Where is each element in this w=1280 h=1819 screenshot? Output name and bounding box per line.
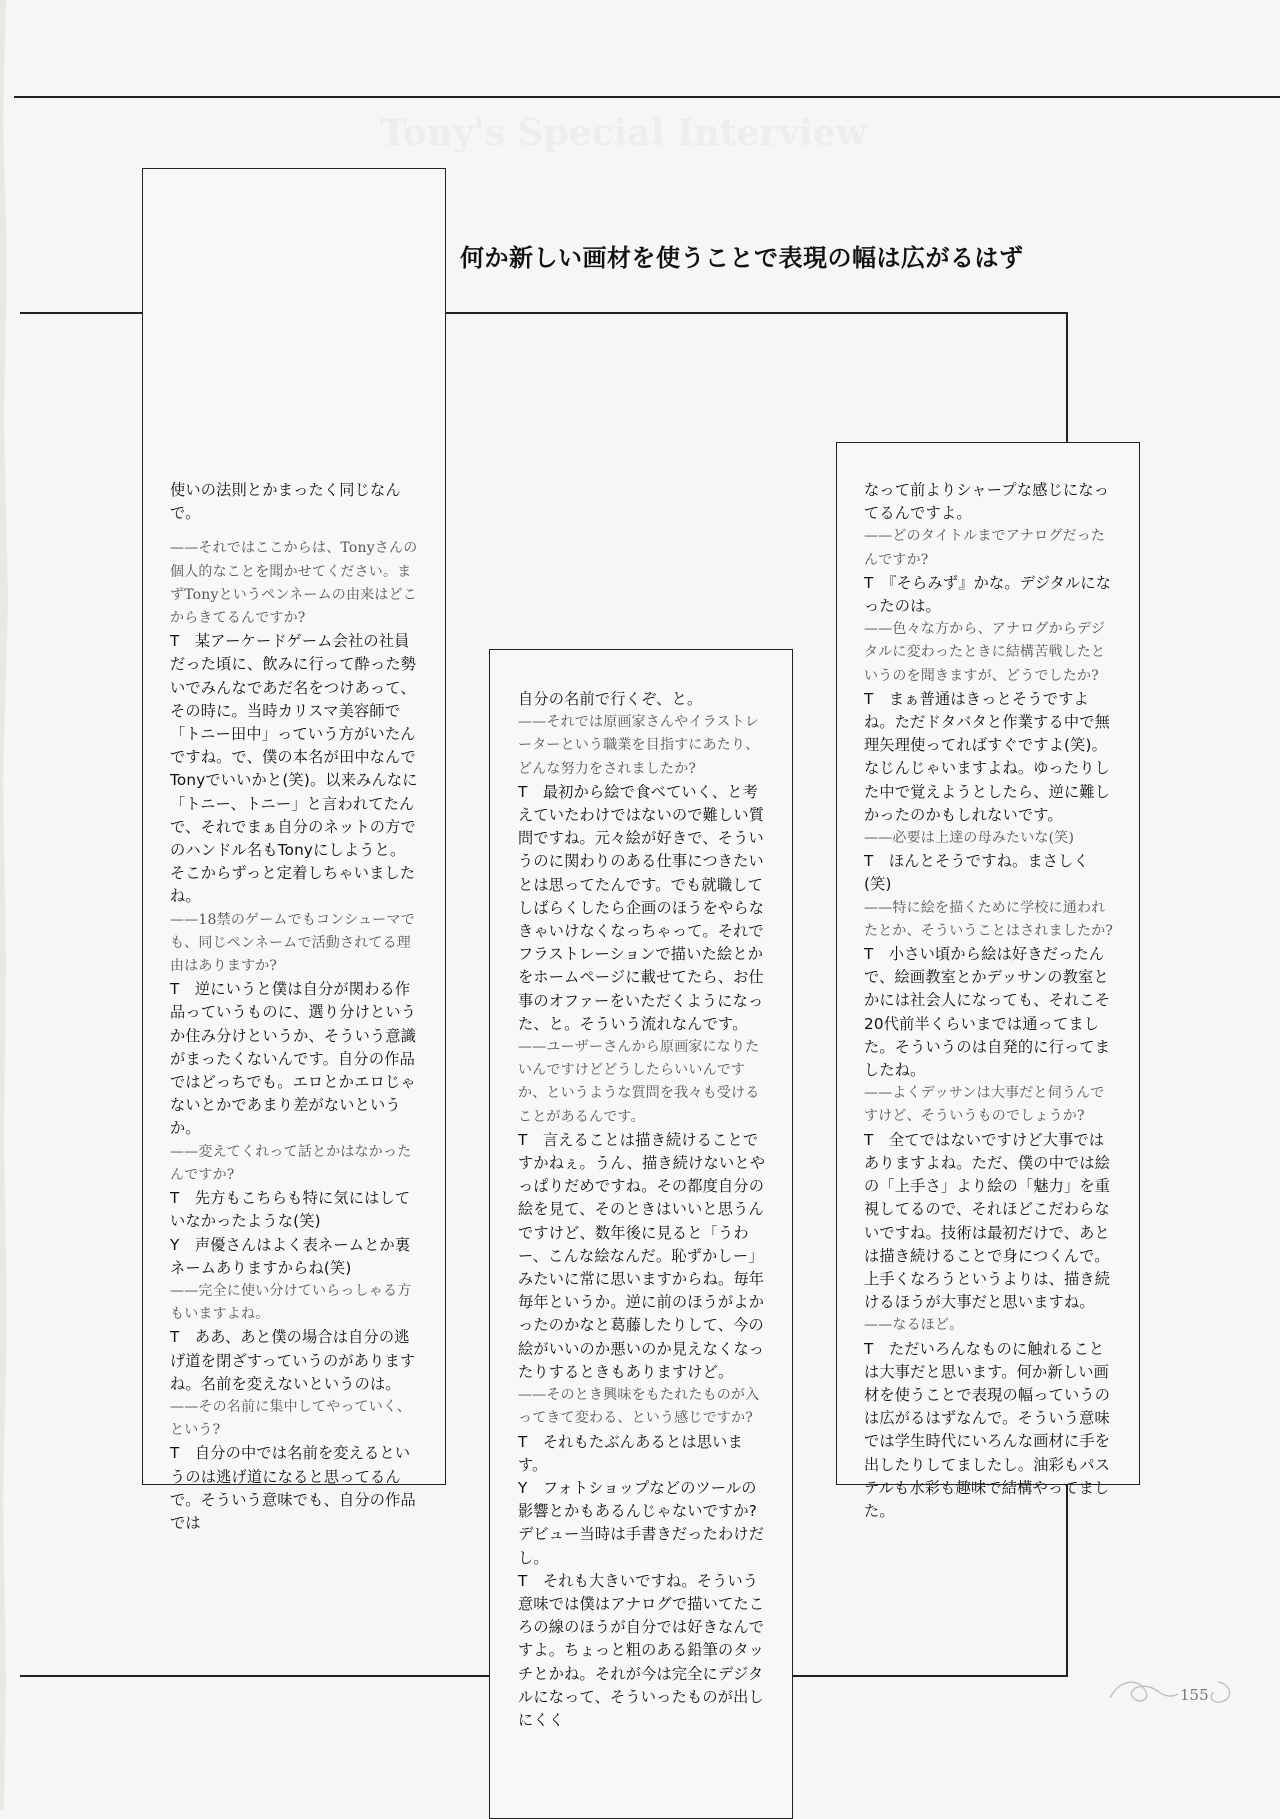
interviewer-question: ——18禁のゲームでもコンシューマでも、同じペンネームで活動されてる理由はありますか?	[170, 911, 415, 975]
article-heading: 何か新しい画材を使うことで表現の幅は広がるはず	[460, 244, 1024, 272]
interviewer-question: ——必要は上達の母みたいな(笑)	[864, 830, 1075, 847]
answer-paragraph: T それも大きいですね。そういう意味では僕はアナログで描いてたころの線のほうが自分では好きなんですよ。ちょっと粗のある鉛筆のタッチとかね。それが今は完全にデジタルになって、そういったものが出しにくく	[518, 1571, 765, 1729]
answer-paragraph: T 小さい頃から絵は好きだったんで、絵画教室とかデッサンの教室とかには社会人になっても、それこそ20代前半くらいまでは通ってました。そういうのは自発的に行ってましたね。	[864, 945, 1111, 1080]
answer-paragraph: T ただいろんなものに触れることは大事だと思います。何か新しい画材を使うことで表現の幅っていうのは広がるはずなんで。そういう意味では学生時代にいろんな画材に手を出したりしてましたし。油彩もパステルも水彩も趣味で結構やってました。	[864, 1339, 1111, 1520]
lower-frame-rule-right	[792, 1675, 1068, 1677]
answer-paragraph: T 某アーケードゲーム会社の社員だった頃に、飲みに行って酔った勢いでみんなであだ名をつけあって、その時に。当時カリスマ美容師で「トニー田中」っていう方がいたんですね。で、僕の本名が田中なんでTonyでいいかと(笑)。以来みんなに「トニー、トニー」と言われてたんで、それでまぁ自分のネットの方でのハンドル名もTonyにしようと。そこからずっと定着しちゃいましたね。	[170, 632, 418, 906]
answer-paragraph: T 『そらみず』かな。デジタルになったのは。	[864, 573, 1112, 616]
interviewer-question: ——なるほど。	[864, 1317, 964, 1334]
interviewer-question: ——よくデッサンは大事だと伺うんですけど、そういうものでしょうか?	[864, 1085, 1105, 1125]
answer-paragraph: T それもたぶんあるとは思います。	[518, 1432, 743, 1474]
interviewer-question: ——完全に使い分けていらっしゃる方もいますよね。	[170, 1282, 412, 1323]
interviewer-question: ——どのタイトルまでアナログだったんですか?	[864, 528, 1106, 568]
answer-paragraph: 使いの法則とかまったく同じなんで。	[170, 481, 401, 523]
answer-paragraph: なって前よりシャープな感じになってるんですよ。	[864, 481, 1110, 523]
interviewer-question: ——それでは原画家さんやイラストレーターという職業を目指すにあたり、どんな努力をされましたか?	[518, 714, 760, 777]
faded-header-watermark	[380, 112, 1200, 152]
answer-paragraph: T ほんとそうですね。まさしく(笑)	[864, 852, 1089, 894]
right-text-column	[864, 479, 1114, 1523]
answer-paragraph: T 言えることは描き続けることですかねぇ。うん、描き続けないとやっぱりだめですね。その都度自分の絵を見て、そのときはいいと思うんですけど、数年後に見ると「うわー、こんな絵なんだ。恥ずかしー」みたいに常に思いますからね。毎年毎年というか。逆に前のほうがよかったのかなと葛藤したりして、今の絵がいいのか悪いのか見えなくなったりするときもありますけど。	[518, 1130, 766, 1381]
answer-paragraph: T 先方もこちらも特に気にはしていなかったような(笑)	[170, 1189, 411, 1231]
upper-frame-rule-left	[20, 312, 142, 314]
interviewer-question: ——そのとき興味をもたれたものが入ってきて変わる、という感じですか?	[518, 1387, 760, 1427]
answer-paragraph: Y 声優さんはよく表ネームとか裏ネームありますからね(笑)	[170, 1235, 411, 1277]
upper-frame-rule-mid	[445, 312, 1067, 314]
interviewer-question: ——ユーザーさんから原画家になりたいんですけどどうしたらいいんですか、というような質問を我々も受けることがあるんです。	[518, 1039, 760, 1125]
frame-right-edge	[1066, 312, 1068, 442]
answer-paragraph: T まぁ普通はきっとそうですよね。ただドタバタと作業する中で無理矢理使ってればすぐですよ(笑)。なじんじゃいますよね。ゆったりした中で覚えようとしたら、逆に難しかったのかもしれないです。	[864, 689, 1111, 824]
page-flourish-ornament	[1100, 1672, 1240, 1708]
answer-paragraph: T ああ、あと僕の場合は自分の逃げ道を閉ざすっていうのがありますね。名前を変えないというのは。	[170, 1328, 416, 1393]
page-number: 155	[1180, 1686, 1209, 1704]
left-text-column	[170, 479, 420, 1535]
answer-paragraph: T 最初から絵で食べていく、と考えていたわけではないので難しい質問ですね。元々絵が好きで、そういうのに関わりのある仕事につきたいとは思ってたんです。でも就職してしばらくしたら企画のほうをやらなきゃいけなくなっちゃって。それでフラストレーションで描いた絵とかをホームページに載せてたら、お仕事のオファーをいただくようになった、と。そういう流れなんです。	[518, 782, 765, 1033]
answer-paragraph: 自分の名前で行くぞ、と。	[518, 690, 703, 708]
interviewer-question: ——その名前に集中してやっていく、という?	[170, 1398, 412, 1439]
interviewer-question: ——色々な方から、アナログからデジタルに変わったときに結構苦戦したというのを聞きますが、どうでしたか?	[864, 621, 1106, 684]
interviewer-question: ——変えてくれって話とかはなかったんですか?	[170, 1143, 412, 1183]
top-rule	[14, 96, 1280, 98]
middle-text-column	[518, 688, 773, 1732]
interviewer-question: ——それではここからは、Tonyさんの個人的なことを聞かせてください。まずTonyというペンネームの由来はどこからきてるんですか?	[170, 540, 418, 627]
interviewer-question: ——特に絵を描くために学校に通われたとか、そういうことはされましたか?	[864, 899, 1114, 939]
answer-paragraph: T 全てではないですけど大事ではありますよね。ただ、僕の中では絵の「上手さ」より絵の「魅力」を重視してるので、それほどこだわらないですね。技術は最初だけで、あとは描き続けることで身につくんで。上手くなろうというよりは、描き続けるほうが大事だと思いますね。	[864, 1130, 1111, 1312]
answer-paragraph: T 逆にいうと僕は自分が関わる作品っていうものに、選り分けというか住み分けというか、そういう意識がまったくないんです。自分の作品ではどっちでも。エロとかエロじゃないとかであまり差がないというか。	[170, 980, 417, 1138]
lower-frame-rule-left	[20, 1675, 490, 1677]
paragraph-gap	[170, 525, 420, 537]
answer-paragraph: Y フォトショップなどのツールの影響とかもあるんじゃないですか? デビュー当時は手書きだったわけだし。	[518, 1478, 773, 1567]
answer-paragraph: T 自分の中では名前を変えるというのは逃げ道になると思ってるんで。そういう意味でも、自分の作品では	[170, 1444, 416, 1532]
paper-edge	[0, 0, 12, 1810]
